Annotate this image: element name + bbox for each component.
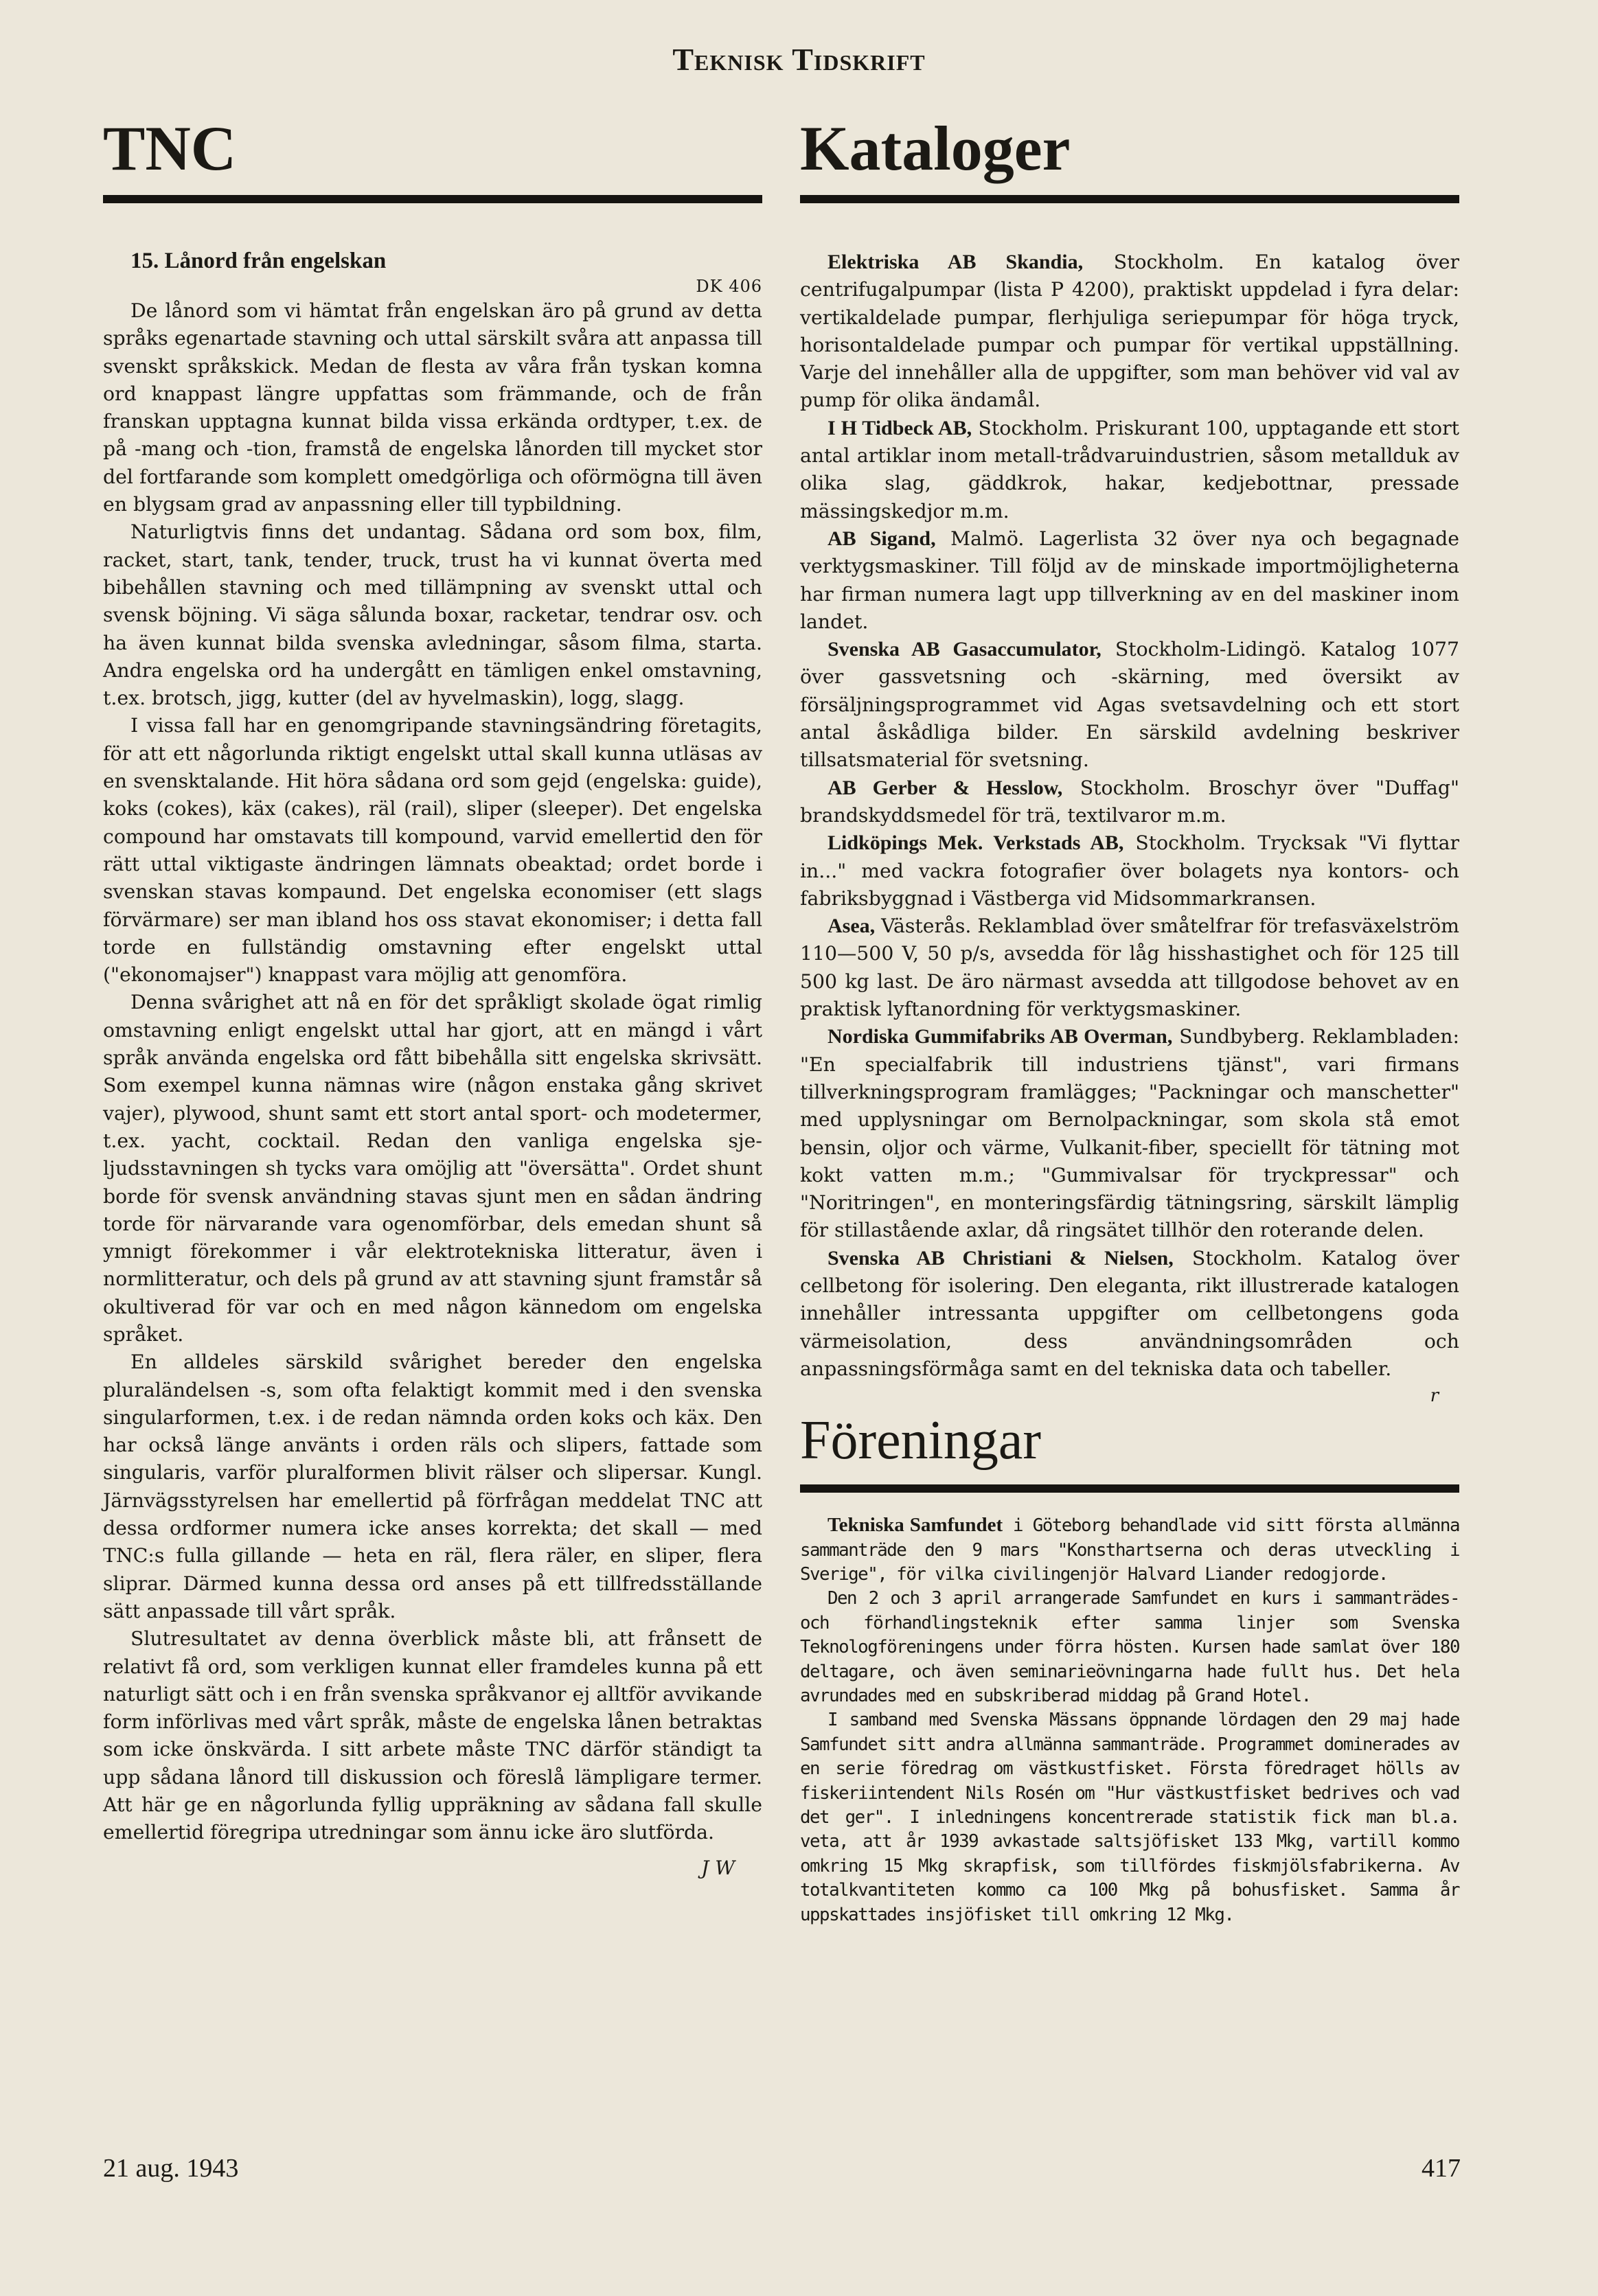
catalog-entry — [800, 525, 1459, 636]
catalog-entry — [800, 636, 1459, 774]
author-signature: J W — [701, 1856, 735, 1879]
entry-text: Malmö. Lagerlista 32 över nya och begagnade verktygsmaskiner. Till följd av de minskade importmöjligheterna har firman numera lagt upp tillverkning av en del maskiner inom landet. — [800, 527, 1459, 633]
company-name: Elektriska AB Skandia, — [827, 251, 1084, 273]
article-paragraph: De lånord som vi hämtat från engelskan äro på grund av detta språks egenartade stavning och uttal särskilt svåra att anpassa till svenskt språkskick. Medan de flesta av våra från tyskan komna ord knappast längre uppfattas som främmande, och de från franskan upptagna kunnat bilda vissa erkända ordtyper, t.ex. de på -mang och -tion, framstå de engelska lånorden till mycket stor del fortfarande som komplett omedgörliga och oförmögna till även en blygsam grad av anpassning eller till typbildning. — [103, 299, 762, 516]
article-paragraph: Naturligtvis finns det undantag. Sådana ord som box, film, racket, start, tank, tender, truck, trust ha vi kunnat överta med bibehållen stavning och med tillämpning av svenskt uttal och svensk böjning. Vi säga sålunda boxar, racketar, tendrar osv. och ha även kunnat bilda svenska avledningar, såsom filma, starta. Andra engelska ord ha undergått en tämligen enkel omstavning, t.ex. brotsch, jigg, kutter (del av hyvelmaskin), logg, slagg. — [103, 520, 762, 710]
company-name: Lidköpings Mek. Verkstads AB, — [827, 831, 1124, 855]
catalog-entry — [800, 774, 1459, 830]
kataloger-signature: r — [1430, 1386, 1439, 1407]
entry-text: Stockholm-Lidingö. Katalog 1077 över gassvetsning och -skärning, med översikt av försäljningsprogrammet vid Agas svetsavdelning och ett stort antal åskådliga bilder. En särskild avdelning beskriver tillsatsmaterial för svetsning. — [800, 638, 1459, 772]
catalog-entry — [800, 249, 1459, 415]
page-number: 417 — [1422, 2154, 1461, 2183]
company-name: I H Tidbeck AB, — [827, 416, 972, 439]
article-paragraph: Slutresultatet av denna överblick måste bli, att frånsett de relativt få ord, som verkligen kunnat eller framdeles kunna på ett naturligt sätt och i en från svenska språkvanor ej alltför avvikande form införlivas med vårt språk, måste de engelska lånen betraktas som icke önskvärda. I sitt arbete måste TNC därför ständigt ta upp sådana lånord till diskussion och föreslå lämpligare termer. Att här ge en någorlunda fyllig uppräkning av sådana fall skulle emellertid föregripa utredningar som ännu icke äro slutförda. — [103, 1627, 762, 1844]
society-name: Tekniska Samfundet — [827, 1514, 1003, 1537]
company-name: AB Sigand, — [827, 527, 936, 550]
entry-text: Stockholm. Katalog över cellbetong för isolering. Den eleganta, rikt illustrerade katalogen innehåller intressanta uppgifter om cellbetongens goda värmeisolation, dess användningsområden och anpassningsförmåga samt en del tekniska data och tabeller. — [800, 1246, 1460, 1380]
article-paragraph: Denna svårighet att nå en för det språkligt skolade ögat rimlig omstavning enligt engelskt uttal har gjort, att en mängd i vårt språk använda engelska ord fått bibehålla sitt engelska skrivsätt. Som exempel kunna nämnas wire (någon enstaka gång skrivet vajer), plywood, shunt samt ett stort antal sport- och modetermer, t.ex. yacht, cocktail. Redan den vanliga engelska sje-ljudsstavningen sh tycks vara omöjlig att "översätta". Ordet shunt borde för svensk användning stavas sjunt men en sådan ändring torde för närvarande vara ogenomförbar, dels emedan shunt så ymnigt förekommer i vår elektrotekniska litteratur, även i normlitteratur, och dels på grund av att stavning sjunt framstår så okultiverad för var och en med någon kännedom om engelska språket. — [103, 991, 762, 1346]
catalog-entry — [800, 912, 1459, 1023]
journal-masthead: Teknisk Tidskrift — [672, 42, 926, 77]
article-paragraph: I vissa fall har en genomgripande stavningsändring företagits, för att ett någorlunda riktigt engelskt uttal skall kunna utläsas av en svensktalande. Hit höra sådana ord som gejd (engelska: guide), koks (cokes), käx (cakes), räl (rail), sliper (sleeper). Det engelska compound har omstavats till kompound, varvid emellertid den för rätt uttal viktigaste ändringen lämnats obeaktad; ordet borde i svenskan stavas kompaund. Det engelska economiser (ett slags förvärmare) ser man ibland hos oss stavat ekonomiser; i detta fall torde en fullständig omstavning efter engelskt uttal ("ekonomajser") knappast vara möjlig att genomföra. — [103, 714, 762, 987]
catalog-entry — [800, 829, 1459, 912]
article-title: 15. Lånord från engelskan — [130, 249, 387, 273]
paragraph-text: i Göteborg behandlade vid sitt första allmänna sammanträde den 9 mars "Konsthartserna och deras utveckling i Sverige", för vilka civilingenjör Halvard Liander redogjorde. — [800, 1515, 1459, 1585]
catalog-entry — [800, 1245, 1459, 1383]
issue-date: 21 aug. 1943 — [103, 2154, 239, 2183]
entry-text: Stockholm. Trycksak "Vi flyttar in..." med vackra fotografier över bolagets nya kontors- och fabriksbyggnad i Västberga vid Midsommarkransen. — [800, 831, 1459, 910]
entry-text: Stockholm. En katalog över centrifugalpumpar (lista P 4200), praktiskt uppdelad i fyra delar: vertikaldelade pumpar, flerhjuliga seriepumpar för höga tryck, horisontaldelade pumpar och pumpar för vertikal uppställning. Varje del innehåller alla de uppgifter, som man behöver vid val av pump för olika ändamål. — [800, 251, 1459, 412]
tnc-column — [103, 113, 762, 1879]
foreningar-paragraph: I samband med Svenska Mässans öppnande lördagen den 29 maj hade Samfundet sitt andra allmänna sammanträde. Programmet dominerades av en serie föredrag om västkustfisket. Första föredraget hölls av fiskeriintendent Nils Rosén om "Hur västkustfisket bedrives och vad det ger". I inledningens koncentrerade statistik fick man bl.a. veta, att år 1939 avkastade saltsjöfisket 133 Mkg, vartill kommo omkring 15 Mkg skrapfisk, som tillfördes fiskmjölsfabrikerna. Av totalkvantiteten kommo ca 100 Mkg på bohusfisket. Samma år uppskattades insjöfisket till omkring 12 Mkg. — [800, 1710, 1459, 1925]
foreningar-paragraph: Den 2 och 3 april arrangerade Samfundet en kurs i sammanträdes- och förhandlingsteknik efter samma linjer som Svenska Teknologföreningens under förra hösten. Kursen hade samlat över 180 deltagare, och även seminarieövningarna hade fullt hus. Det hela avrundades med en subskriberad middag på Grand Hotel. — [800, 1588, 1459, 1707]
company-name: Nordiska Gummifabriks AB Overman, — [827, 1025, 1173, 1048]
company-name: Asea, — [827, 915, 876, 938]
company-name: AB Gerber & Hesslow, — [827, 776, 1063, 799]
section-title-tnc: TNC — [103, 113, 237, 183]
entry-text: Stockholm. Broschyr över "Duffag" brandskyddsmedel för trä, textilvaror m.m. — [800, 776, 1460, 827]
entry-text: Stockholm. Priskurant 100, upptagande ett stort antal artiklar inom metall-trådvaruindustrien, såsom metallduk av olika slag, gäddkrok, hakar, kedjebottnar, pressade mässingskedjor m.m. — [800, 416, 1459, 523]
section-rule — [800, 195, 1459, 203]
company-name: Svenska AB Gasaccumulator, — [827, 638, 1102, 661]
company-name: Svenska AB Christiani & Nielsen, — [827, 1246, 1174, 1270]
section-rule — [800, 1484, 1459, 1493]
entry-text: Sundbyberg. Reklambladen: "En specialfabrik till industriens tjänst", vari firmans tillverkningsprogram framlägges; "Packningar och manschetter" med upplysningar om Bernolpackningar, som skola stå emot bensin, oljor och värme, Vulkanit-fiber, speciellt för tätning mot kokt vatten m.m.; "Gummivalsar för tryckpressar" och "Noritringen", en monteringsfärdig tätningsring, särskilt lämplig för stillastående axlar, då ringsätet tillhör den roterande delen. — [800, 1025, 1459, 1242]
article-paragraph: En alldeles särskild svårighet bereder den engelska pluraländelsen -s, som ofta felaktigt kommit med i den svenska singularformen, t.ex. i de redan nämnda orden koks och käx. Den har också länge använts i orden räls och slipers, fattade som singularis, varför pluralformen blivit rälser och slipersar. Kungl. Järnvägsstyrelsen har emellertid på förfrågan meddelat TNC att dessa ordformer numera icke anses korrekta; det skall — med TNC:s fulla gillande — heta en räl, flera räler, en sliper, flera sliprar. Därmed kunna dessa ord anses på ett tillfredsställande sätt anpassade till vårt språk. — [103, 1351, 762, 1622]
kataloger-column — [800, 113, 1460, 1927]
dk-classification: DK 406 — [696, 277, 762, 296]
foreningar-paragraph — [800, 1513, 1459, 1587]
section-title-foreningar: Föreningar — [800, 1410, 1042, 1471]
entry-text: Västerås. Reklamblad över småtelfrar för trefasväxelström 110—500 V, 50 p/s, avsedda för låg hisshastighet och för 125 till 500 kg last. De äro närmast avsedda att tillgodose behovet av en praktisk lyftanordning för verktygsmaskiner. — [800, 915, 1460, 1021]
section-rule — [103, 195, 762, 203]
section-title-kataloger: Kataloger — [800, 113, 1071, 183]
catalog-entry — [800, 1023, 1459, 1244]
catalog-entry — [800, 415, 1459, 525]
